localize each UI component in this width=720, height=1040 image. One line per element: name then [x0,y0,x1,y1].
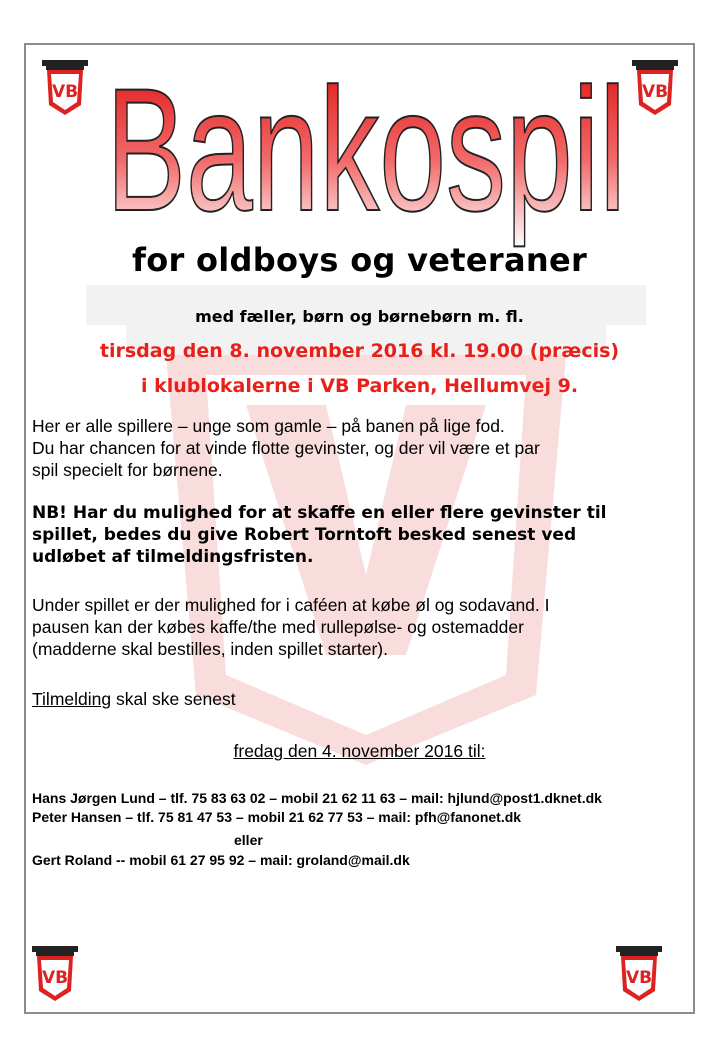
svg-text:VB: VB [41,968,69,988]
svg-text:VB: VB [641,82,669,102]
event-location: i klublokalerne i VB Parken, Hellumvej 9. [140,375,579,397]
contact-line: Gert Roland -- mobil 61 27 95 92 – mail: groland@mail.dk [32,852,410,868]
vb-logo-icon [30,945,80,1003]
registration-text: skal ske senest [111,689,236,709]
intro-paragraph: Her er alle spillere – unge som gamle – på banen på lige fod. Du har chancen for at vinde flotte gevinster, og der vil være et par spil specielt for børnene. [32,416,540,480]
contact-line: Peter Hansen – tlf. 75 81 47 53 – mobil 21 62 77 53 – mail: pfh@fanonet.dk [32,809,522,825]
poster-frame [24,43,695,1014]
event-date: tirsdag den 8. november 2016 kl. 19.00 (præcis) [99,340,620,362]
svg-text:VB: VB [51,82,79,102]
registration-label: Tilmelding [32,689,112,709]
cafe-paragraph: Under spillet er der mulighed for i caféen at købe øl og sodavand. I pausen kan der købes kaffe/the med rullepølse- og ostemadder (madderne skal bestilles, inden spillet starter). [32,595,550,659]
svg-text:Bankospil: Bankospil [106,53,626,248]
contact-line: Hans Jørgen Lund – tlf. 75 83 63 02 – mobil 21 62 11 63 – mail: hjlund@post1.dknet.dk [32,790,602,806]
registration-line [32,688,688,710]
or-text: eller [234,832,263,848]
svg-text:VB: VB [625,968,653,988]
poster-subtitle: for oldboys og veteraner [131,241,588,279]
vb-logo-icon [614,945,664,1003]
nb-paragraph: NB! Har du mulighed for at skaffe en eller flere gevinster til spillet, bedes du give Robert Torntoft besked senest ved udløbet af tilmeldingsfristen. [32,503,607,567]
poster-title [86,50,646,250]
registration-deadline: fredag den 4. november 2016 til: [233,741,486,761]
vb-logo-icon [40,59,90,117]
guests-line: med fæller, børn og børnebørn m. fl. [195,307,524,326]
